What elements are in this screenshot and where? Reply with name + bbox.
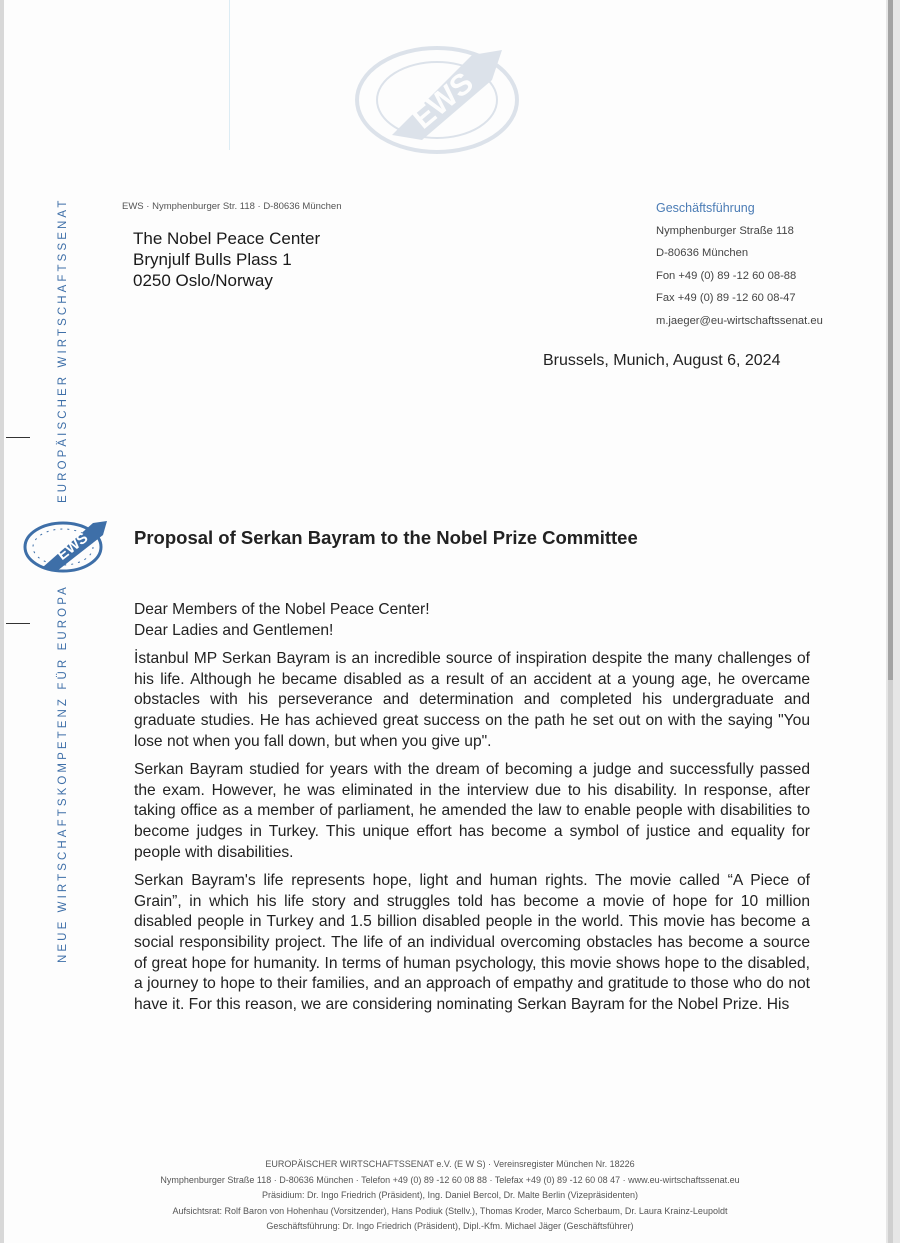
ews-logo-icon xyxy=(23,515,109,573)
body-paragraph: İstanbul MP Serkan Bayram is an incredible source of inspiration despite the many challenges of his life. Although he became disabled as a result of an accident at a young age, he overcame obstacles with his perseverance and determination and completed his undergraduate and graduate studies. He has achieved great success on the path he set out on with the saying "You lose not when you fall down, but when you give up". xyxy=(134,650,810,750)
ews-watermark-icon xyxy=(352,40,522,160)
sender-return-address: EWS · Nymphenburger Str. 118 · D-80636 München xyxy=(122,201,342,212)
contact-city: D-80636 München xyxy=(656,247,749,259)
contact-heading: Geschäftsführung xyxy=(656,201,755,215)
contact-block xyxy=(656,197,823,332)
contact-phone: Fon +49 (0) 89 -12 60 08-88 xyxy=(656,269,797,282)
recipient-city: 0250 Oslo/Norway xyxy=(133,271,273,290)
body-paragraph: Serkan Bayram's life represents hope, light and human rights. The movie called “A Piece of Grain”, in which his life story and struggles told has become a movie of hope for 10 million disabled people in Turkey and 1.5 billion disabled people in the world. This movie has become a social responsibility project. The life of an individual overcoming obstacles has become a source of great hope for humanity. In terms of human psychology, this movie shows hope to the disabled, a journey to hope to their families, and an approach of empathy and gratitude to those who do not have it. For this reason, we are considering nominating Serkan Bayram for the Nobel Prize. His xyxy=(134,872,810,1013)
contact-email[interactable]: m.jaeger@eu-wirtschaftssenat.eu xyxy=(656,314,823,327)
page-left-edge xyxy=(0,0,4,1243)
footer-line: Aufsichtsrat: Rolf Baron von Hohenhau (Vorsitzender), Hans Podiuk (Stellv.), Thomas Kroder, Marco Scherbaum, Dr. Laura Krainz-Leupoldt xyxy=(172,1205,728,1216)
letterhead-vertical-tagline: NEUE WIRTSCHAFTSKOMPETENZ FÜR EUROPA xyxy=(57,584,69,963)
scrollbar[interactable] xyxy=(886,0,900,1243)
contact-fax: Fax +49 (0) 89 -12 60 08-47 xyxy=(656,292,796,304)
recipient-street: Brynjulf Bulls Plass 1 xyxy=(133,250,292,269)
scrollbar-track xyxy=(888,680,893,1243)
svg-text:EWS: EWS xyxy=(406,66,480,136)
salutation xyxy=(134,600,810,641)
letter-date: Brussels, Munich, August 6, 2024 xyxy=(543,352,781,369)
footer-line: Nymphenburger Straße 118 · D-80636 München · Telefon +49 (0) 89 -12 60 08 88 · Telefax +49 (0) 89 -12 60 08 47 · www.eu-wirtschaftssenat.eu xyxy=(160,1174,740,1185)
fold-tick xyxy=(6,623,30,624)
greeting-line: Dear Ladies and Gentlemen! xyxy=(134,621,334,639)
recipient-address xyxy=(133,228,320,291)
recipient-name: The Nobel Peace Center xyxy=(133,229,321,248)
letterhead-vertical-title: EUROPÄISCHER WIRTSCHAFTSSENAT xyxy=(57,197,69,503)
letter-subject: Proposal of Serkan Bayram to the Nobel Prize Committee xyxy=(134,527,638,548)
letter-body xyxy=(134,600,810,1023)
footer-line: Geschäftsführung: Dr. Ingo Friedrich (Präsident), Dipl.-Kfm. Michael Jäger (Geschäftsführer) xyxy=(266,1221,634,1231)
fold-mark xyxy=(229,0,230,150)
greeting-line: Dear Members of the Nobel Peace Center! xyxy=(134,601,430,618)
footer-line: Präsidium: Dr. Ingo Friedrich (Präsident), Ing. Daniel Bercol, Dr. Malte Berlin (Vizepräsidenten) xyxy=(262,1190,638,1200)
footer-line: EUROPÄISCHER WIRTSCHAFTSSENAT e.V. (E W S) · Vereinsregister München Nr. 18226 xyxy=(265,1159,635,1169)
scrollbar-thumb[interactable] xyxy=(888,0,893,680)
contact-street: Nymphenburger Straße 118 xyxy=(656,224,794,237)
body-paragraph: Serkan Bayram studied for years with the dream of becoming a judge and successfully passed the exam. However, he was eliminated in the interview due to his disability. In response, after taking office as a member of parliament, he amended the law to enable people with disabilities to become judges in Turkey. This unique effort has become a symbol of justice and equality for people with disabilities. xyxy=(134,761,810,861)
fold-tick xyxy=(6,437,30,438)
letter-footer xyxy=(90,1157,810,1235)
svg-text:EWS: EWS xyxy=(53,529,92,564)
